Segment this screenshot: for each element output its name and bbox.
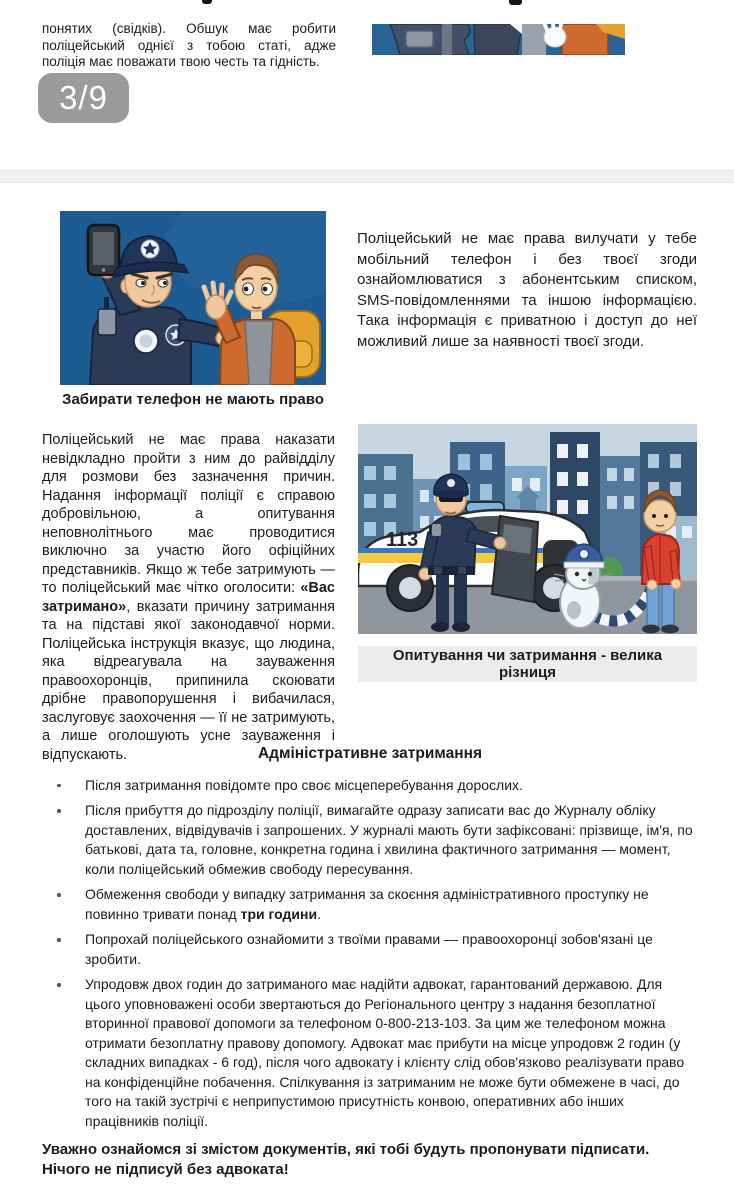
bullet-item [42,776,698,796]
illustration-phone-scene [60,211,326,385]
cut-illustration-svg [372,24,625,55]
warning-text: Уважно ознайомся зі змістом документів, які тобі будуть пропонувати підписати. Нічого не підписуй без адвоката! [42,1141,650,1178]
paragraph-detention-bold: «Вас затримано» [42,580,335,615]
phone-scene-svg [60,211,326,385]
paragraph-detention-pre: Поліцейський не має права наказати невідкладно пройти з ним до райвідділу для розмови без зазначення причин. Надання інформації поліції є справою добровільною, а опитування неповнолітнього має проводитися виключно за участю його офіційних представників. Якщо ж тебе затримують — то поліцейський має чітко оголосити: [42,432,335,596]
cut-heading-fragment [509,0,522,5]
bullet-text: Обмеження свободи у випадку затримання за скоєння адміністративного проступку не повинно тривати понад [85,886,649,922]
bullet-text: Після прибуття до підрозділу поліції, вимагайте одразу записати вас до Журналу обліку доставлених, відвідувачів і запрошених. У журналі мають бути зафіксовані: прізвище, ім'я, по батькові, дата та, головне, конкретна година і хвилина фактичного затримання — момент, коли поліцейський обмежив свободу пересування. [85,802,693,877]
bullet-text: Після затримання повідомте про своє місцеперебування дорослих. [85,776,523,793]
cut-illustration-strip [372,24,625,56]
caption-police-car-text: Опитування чи затримання - велика різниця [358,646,697,682]
bullet-text-bold: три години [240,905,318,922]
radio-icon [98,309,116,335]
car-number-text: 113 [386,529,419,551]
admin-detention-section [42,744,698,1179]
section-heading: Адміністративне затримання [257,745,483,762]
paragraph-detention [42,431,335,764]
bullet-item [42,801,698,879]
bullet-item [42,885,698,924]
illustration-police-car-scene [358,424,697,634]
bullet-item [42,975,698,1131]
bullet-text: . [317,905,321,922]
paragraph-phone-rights: Поліцейський не має права вилучати у тебе мобільний телефон і без твоєї згоди ознайомлюватися з абонентським списком, SMS-повідомленнями та іншою інформацією. Така інформація є приватною і доступ до неї можливий лише за наявності твоєї згоди. [357,230,697,350]
bullet-item [42,930,698,969]
partial-paragraph: понятих (свідків). Обшук має робити поліцейський однієї з тобою статі, адже поліція має поважати твою честь та гідність. [42,21,336,69]
paragraph-detention-post: , вказати причину затримання та на підставі якої законодавчої норми. Поліцейська інструкція вказує, що людина, яка відреагувала на зауваження правоохоронців, припинила скоювати дрібне правопорушення і вибачилася, заслуговує заохочення — її не затримують, а лише оголошують усне зауваження і відпускають. [42,598,335,763]
police-car-scene-svg [358,424,697,634]
page-number-badge: 3/9 [38,73,129,123]
caption-police-car [358,646,697,682]
page-separator [0,170,734,183]
cut-heading-fragment [202,0,212,4]
bullet-text: Упродовж двох годин до затриманого має надійти адвокат, гарантований державою. Для цього уповноважені особи звертаються до Регіонального центру з надання безоплатної вторинної правової допомоги за телефоном 0-800-213-103. За цим же телефоном можна отримати безоплатну правову допомогу. Адвокат має прибути на місце упродовж 2 годин (у складних випадках - 6 год), після чого адвокату і клієнту слід обов'язково реалізувати право на конфіденційне побачення. Спілкування із затриманим не може бути обмежене в часі, до того на такій зустрічі є неприпустимою присутність конвою, оперативних або інших працівників поліції. [85,976,685,1129]
bullet-text: Попрохай поліцейського ознайомити з твоїми правами — правоохоронці зобов'язані це зробити. [85,931,653,967]
bullet-list [42,776,698,1132]
caption-phone: Забирати телефон не мають право [62,391,324,408]
